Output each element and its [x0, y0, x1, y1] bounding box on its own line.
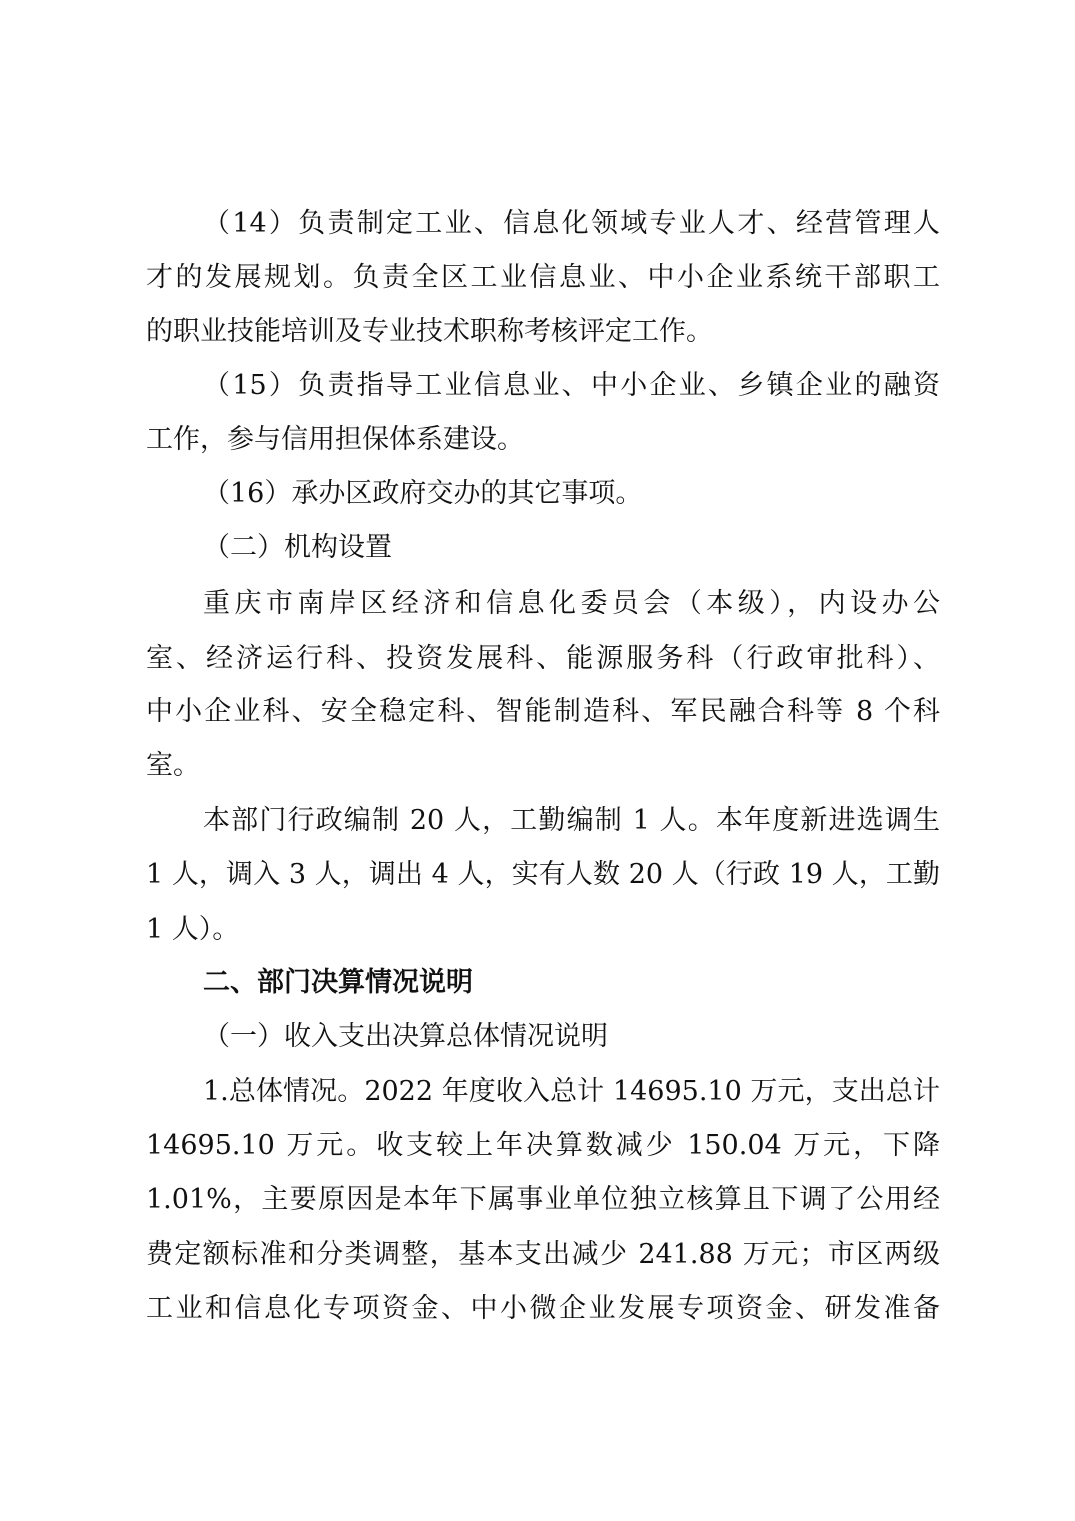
para-14-line-3: 的职业技能培训及专业技术职称考核评定工作。: [146, 316, 713, 347]
overall-para-line-4: 费定额标准和分类调整，基本支出减少 241.88 万元；市区两级: [146, 1239, 940, 1270]
para-15-line-2: 工作，参与信用担保体系建设。: [146, 424, 524, 455]
section-org-heading: （二）机构设置: [203, 532, 392, 563]
org-para-line-2: 室、经济运行科、投资发展科、能源服务科（行政审批科）、: [146, 643, 940, 674]
para-14-line-1: （14）负责制定工业、信息化领域专业人才、经营管理人: [203, 208, 940, 239]
staff-para-line-3: 1 人）。: [146, 914, 240, 945]
subsection-income-expense-heading: （一）收入支出决算总体情况说明: [203, 1021, 608, 1052]
overall-para-line-3: 1.01%，主要原因是本年下属事业单位独立核算且下调了公用经: [146, 1184, 940, 1215]
overall-para-line-2: 14695.10 万元。收支较上年决算数减少 150.04 万元，下降: [146, 1130, 940, 1161]
org-para-line-4: 室。: [146, 750, 200, 781]
section-two-heading: 二、部门决算情况说明: [203, 967, 473, 998]
overall-para-line-1: 1.总体情况。2022 年度收入总计 14695.10 万元，支出总计: [203, 1076, 940, 1107]
para-15-line-1: （15）负责指导工业信息业、中小企业、乡镇企业的融资: [203, 370, 940, 401]
para-16-line-1: （16）承办区政府交办的其它事项。: [203, 478, 643, 509]
para-14-line-2: 才的发展规划。负责全区工业信息业、中小企业系统干部职工: [146, 262, 940, 293]
staff-para-line-2: 1 人，调入 3 人，调出 4 人，实有人数 20 人（行政 19 人，工勤: [146, 859, 940, 890]
org-para-line-1: 重庆市南岸区经济和信息化委员会（本级），内设办公: [203, 588, 940, 619]
overall-para-line-5: 工业和信息化专项资金、中小微企业发展专项资金、研发准备: [146, 1293, 940, 1324]
org-para-line-3: 中小企业科、安全稳定科、智能制造科、军民融合科等 8 个科: [146, 696, 940, 727]
staff-para-line-1: 本部门行政编制 20 人，工勤编制 1 人。本年度新进选调生: [203, 805, 940, 836]
